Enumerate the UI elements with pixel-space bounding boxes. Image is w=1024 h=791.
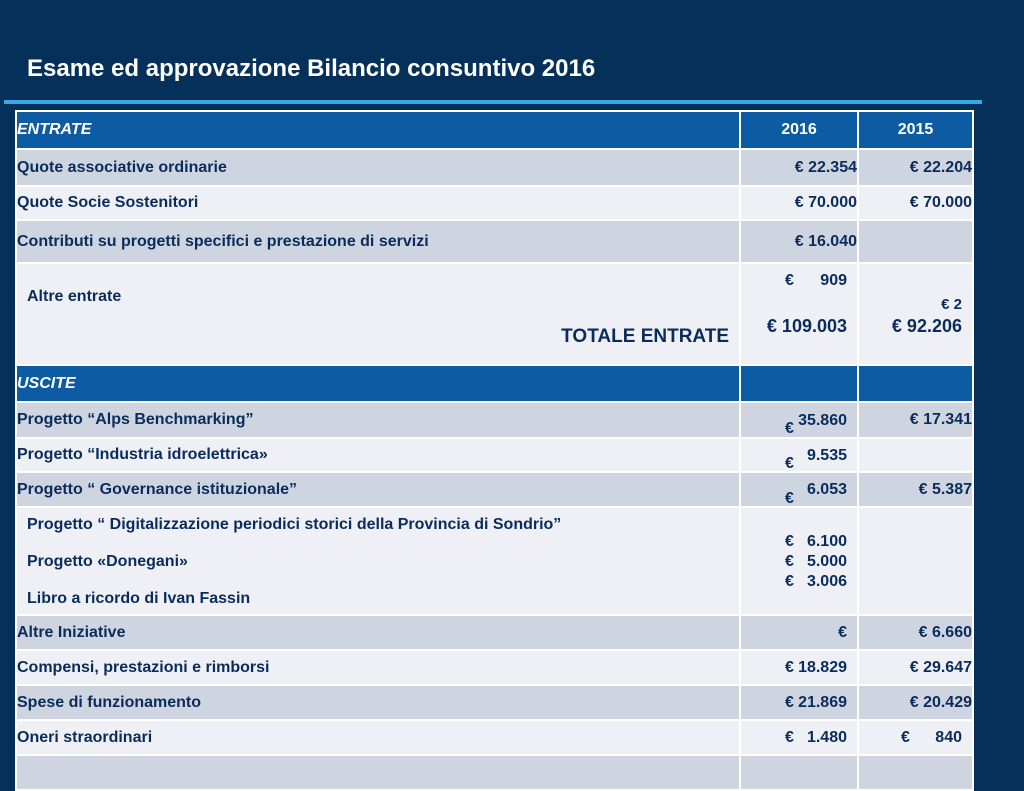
currency-symbol: €: [785, 729, 794, 746]
row-label: Progetto “Alps Benchmarking”: [16, 402, 740, 438]
table-row: [16, 615, 973, 650]
currency-symbol: €: [785, 553, 794, 570]
table-row: [16, 402, 973, 438]
currency-symbol: €: [785, 694, 794, 711]
entrate-header: ENTRATE: [16, 111, 740, 149]
row-label: Oneri straordinari: [16, 720, 740, 755]
year-2015-header: 2015: [858, 111, 973, 149]
row-label: Progetto «Donegani»: [27, 553, 188, 570]
value-2015: € 20.429: [858, 685, 973, 720]
empty-cell: [858, 365, 973, 402]
value-2016-cell: [740, 402, 858, 438]
title-divider: [4, 100, 982, 104]
currency-symbol: €: [785, 455, 794, 472]
value-2016: 21.869: [798, 694, 847, 711]
value-2015: € 29.647: [858, 650, 973, 685]
uscite-header: USCITE: [16, 365, 740, 402]
row-label: Quote associative ordinarie: [16, 149, 740, 186]
value-2015: € 22.204: [858, 149, 973, 186]
value-2016: € 22.354: [740, 149, 858, 186]
project-group-cell: [16, 507, 740, 615]
table-row-partial: [16, 755, 973, 790]
row-label: Quote Socie Sostenitori: [16, 186, 740, 220]
empty-cell: [740, 755, 858, 790]
table-row: [16, 720, 973, 755]
currency-symbol: €: [838, 624, 847, 641]
currency-symbol: €: [785, 420, 794, 437]
value-2015: 840: [935, 729, 962, 746]
value-2016: 9.535: [806, 447, 847, 464]
altre-entrate-cell: [16, 263, 740, 365]
table-row: [16, 149, 973, 186]
page-title: Esame ed approvazione Bilancio consuntivo 2016: [27, 55, 596, 82]
value-2016: 35.860: [798, 412, 847, 429]
value-2015-cell: [858, 720, 973, 755]
value-2016: 18.829: [798, 659, 847, 676]
row-label: Spese di funzionamento: [16, 685, 740, 720]
currency-symbol: €: [785, 573, 794, 590]
value-2016: € 16.040: [740, 220, 858, 263]
value-2015: [858, 507, 973, 615]
uscite-header-row: [16, 365, 973, 402]
empty-cell: [16, 755, 740, 790]
value-2016-cell: [740, 507, 858, 615]
empty-cell: [740, 365, 858, 402]
value-2015: € 2: [941, 296, 962, 313]
row-label: Contributi su progetti specifici e prestazione di servizi: [16, 220, 740, 263]
value-2016-cell: [740, 263, 858, 365]
row-label: Progetto “Industria idroelettrica»: [16, 438, 740, 472]
value-2016: 909: [820, 272, 847, 289]
row-label: Altre entrate: [27, 288, 122, 305]
row-label: Progetto “ Digitalizzazione periodici storici della Provincia di Sondrio”: [27, 516, 562, 533]
value-2016-cell: [740, 472, 858, 507]
year-2016-header: 2016: [740, 111, 858, 149]
value-2015: € 70.000: [858, 186, 973, 220]
project-group-row: [16, 507, 973, 615]
table-row: [16, 438, 973, 472]
row-label: Libro a ricordo di Ivan Fassin: [27, 590, 251, 607]
budget-table: [15, 110, 974, 791]
value-2016: 6.053: [806, 481, 847, 498]
row-label: Progetto “ Governance istituzionale”: [16, 472, 740, 507]
value-2016-cell: [740, 720, 858, 755]
currency-symbol: €: [785, 659, 794, 676]
value-2016-cell: [740, 615, 858, 650]
value-2016: 3.006: [806, 573, 847, 590]
value-2015: € 5.387: [858, 472, 973, 507]
row-label: Compensi, prestazioni e rimborsi: [16, 650, 740, 685]
value-2016-cell: [740, 685, 858, 720]
table-row: [16, 220, 973, 263]
empty-cell: [858, 755, 973, 790]
table-row: [16, 685, 973, 720]
value-2015: [858, 438, 973, 472]
currency-symbol: €: [785, 489, 794, 507]
row-label: Altre Iniziative: [16, 615, 740, 650]
table-row: [16, 650, 973, 685]
value-2016-cell: [740, 650, 858, 685]
total-2016: € 109.003: [766, 316, 847, 336]
altre-entrate-total-row: [16, 263, 973, 365]
table-row: [16, 186, 973, 220]
currency-symbol: €: [785, 533, 794, 550]
value-2016: 6.100: [806, 533, 847, 550]
value-2015: € 6.660: [858, 615, 973, 650]
table-row: [16, 472, 973, 507]
total-entrate-label: TOTALE ENTRATE: [561, 326, 729, 347]
value-2016: 5.000: [806, 553, 847, 570]
value-2015: [858, 220, 973, 263]
value-2016: € 70.000: [740, 186, 858, 220]
currency-symbol: €: [901, 729, 910, 746]
entrate-header-row: [16, 111, 973, 149]
value-2015: € 17.341: [858, 402, 973, 438]
value-2016-cell: [740, 438, 858, 472]
total-2015: € 92.206: [891, 316, 962, 336]
value-2015-cell: [858, 263, 973, 365]
value-2016: 1.480: [806, 729, 847, 746]
currency-symbol: €: [785, 272, 794, 289]
